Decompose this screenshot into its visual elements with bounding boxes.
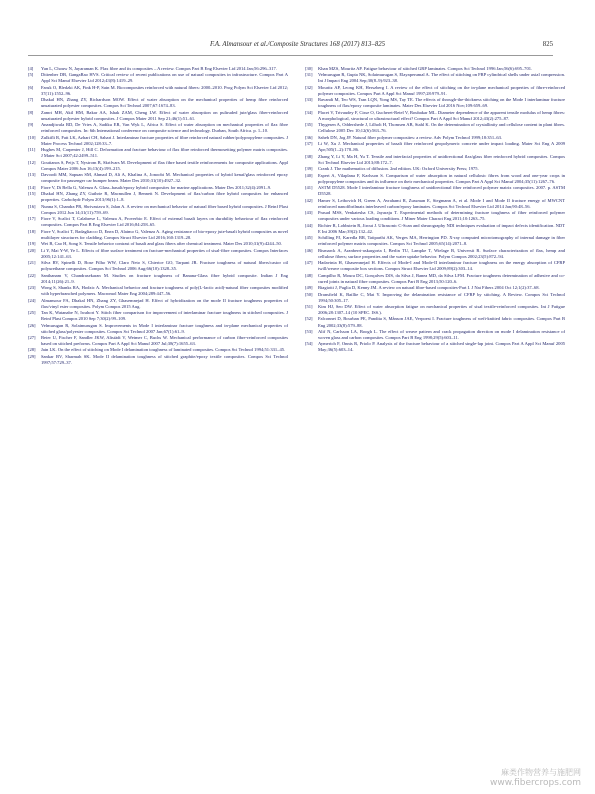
reference-number: [10]	[28, 134, 36, 140]
reference-entry	[28, 335, 288, 347]
reference-text: Prasad MSS, Venkatesha CS, Jayaraju T. Experimental methods of determining fracture toughness of fiber reinforced polymer composites under various loading conditions. J Miner Mater Charact Eng 2011;10:1263–75.	[318, 210, 565, 222]
reference-entry	[305, 185, 565, 197]
reference-entry	[28, 160, 288, 172]
reference-text: Aymerich F, Onnis R, Priolo P. Analysis of the fracture behaviour of a stitched single-lap joint. Compos Part A Appl Sci Manuf 2005 May;36(5):603–14.	[318, 341, 565, 353]
reference-entry	[28, 248, 288, 260]
reference-text: Khan MZS, Mouritz AP. Fatigue behaviour of stitched GRP laminates. Compos Sci Technol 1996 Jan;56(6):695–701.	[318, 66, 533, 71]
reference-entry	[28, 135, 288, 147]
reference-number: [11]	[28, 147, 36, 153]
reference-text: Yan L, Chouw N, Jayaraman K. Flax fibre and its composites – A review. Compos Part B Eng Elsevier Ltd 2014 Jan;56:296–317.	[41, 66, 277, 71]
site-watermark	[490, 768, 581, 788]
reference-number: [33]	[305, 97, 313, 103]
reference-text: Beier U, Fischer F, Sandler JKW, Altstädt V, Weimer C, Buchs W. Mechanical performance of carbon fibre-reinforced composites based on stitched preforms. Compos Part A Appl Sci Manuf 2007 Jul;38(7):1655–63.	[41, 335, 288, 347]
reference-entry	[28, 85, 288, 97]
reference-entry	[305, 292, 565, 304]
reference-entry	[28, 260, 288, 272]
reference-entry	[305, 248, 565, 260]
reference-text: Faruk O, Bledzki AK, Fink H-P, Sain M. Biocomposites reinforced with natural fibers: 2000–2010. Prog Polym Sci Elsevier Ltd 2012; 37(11):1552–96.	[41, 84, 288, 96]
reference-entry	[305, 173, 565, 185]
reference-entry	[305, 72, 565, 84]
reference-number: [31]	[305, 72, 313, 78]
reference-number: [16]	[28, 203, 36, 209]
reference-entry	[28, 72, 288, 84]
reference-number: [36]	[305, 134, 313, 140]
reference-number: [52]	[305, 316, 313, 322]
reference-text: Dransfield K, Baillie C, Mai Y. Improving the delamination resistance of CFRP by stitching. A Review. Compos Sci Technol 1994;50:305–17.	[318, 291, 565, 303]
reference-entry	[305, 329, 565, 341]
reference-text: Fiore V, Scalici T, Calabrese L, Valenza A, Proverbio E. Effect of external basalt layers on durability behaviour of flax reinforced composites. Compos Part B Eng Elsevier Ltd 2016;84:258–65.	[41, 216, 288, 228]
reference-entry	[28, 204, 288, 216]
reference-number: [35]	[305, 122, 313, 128]
running-header	[0, 41, 595, 53]
reference-entry	[305, 66, 565, 72]
reference-entry	[305, 304, 565, 316]
reference-entry	[305, 135, 565, 141]
reference-number: [49]	[305, 285, 313, 291]
reference-number: [4]	[28, 66, 34, 71]
reference-number: [44]	[305, 222, 313, 228]
references-column-left	[28, 66, 288, 366]
reference-text: Goutianos S, Peijs T, Nystrom B, Skrifvars M. Development of flax fibre based textile reinforcements for composite applications. Appl Compos Mater 2006 Jun 16;13(4):199–215.	[41, 159, 288, 171]
reference-text: Schilling PJ, Karedla BR, Tatiparthi AK, Verges MA, Herrington PD. X-ray computed microtomography of internal damage in fiber reinforced polymer matrix composites. Compos Sci Technol 2005;65(14):2071–8.	[318, 235, 565, 247]
reference-text: Sankar BV, Sharmah SK. Mode II delamination toughness of stitched graphite/epoxy textile composites. Compos Sci Technol 1997;57:729–37.	[41, 353, 288, 365]
reference-entry	[28, 310, 288, 322]
reference-number: [21]	[28, 260, 36, 266]
reference-number: [53]	[305, 328, 313, 334]
reference-number: [27]	[28, 335, 36, 340]
reference-entry	[305, 97, 565, 109]
reference-number: [30]	[305, 66, 313, 71]
reference-entry	[305, 141, 565, 153]
reference-text: Zhang Y, Li Y, Ma H, Yu T. Tensile and interfacial properties of unidirectional flax/glass fiber reinforced hybrid composites. Compos Sci Technol Elsevier Ltd 2013;88:172–7.	[318, 153, 565, 165]
reference-entry	[28, 298, 288, 310]
reference-text: Alif N, Carlsson LA, Boogh L. The effect of weave pattern and crack propagation direction on mode I delamination resistance of woven glass and carbon composites. Compos Part B Eng 1998;29(5):603–11.	[318, 328, 565, 340]
reference-text: Campilho R, Moura DC, Gonçalves DJS, da Silva J, Banea MD, da Silva LFM. Fracture toughness determination of adhesive and co-cured joints in natural fibre composites. Compos Part B Eng 2013;50:120–6.	[318, 272, 565, 284]
reference-entry	[28, 347, 288, 353]
reference-entry	[305, 260, 565, 272]
reference-text: Biagiotti J, Puglia D, Kenny JM. A review on natural fibre-based composites-Part I. J Nat Fibers 2004 Oct 12;1(2):37–68.	[318, 285, 540, 291]
reference-entry	[305, 223, 565, 235]
reference-entry	[28, 172, 288, 184]
page-number: 825	[542, 41, 553, 48]
reference-number: [19]	[28, 241, 36, 247]
reference-text: Ravandi M, Teo WS, Tran LQN, Yong MS, Tay TE. The effects of through-the-thickness stitching on the Mode I interlaminar fracture toughness of flax/epoxy composite laminates. Mater Des Elsevier Ltd 2016 Nov;109:659–69.	[318, 97, 565, 109]
reference-entry	[305, 235, 565, 247]
reference-text: Wei B, Cao H, Song S. Tensile behavior contrast of basalt and glass fibers after chemical treatment. Mater Des 2010;31(9):4244–50.	[41, 241, 282, 247]
reference-text: Mouritz AP, Leong KH, Herszberg I. A review of the effect of stitching on the in-plane mechanical properties of fibre-reinforced polymer composites. Compos Part A Appl Sci Manuf 1997;28:979–91.	[318, 84, 565, 96]
reference-number: [46]	[305, 247, 313, 253]
reference-entry	[305, 285, 565, 291]
reference-text: Jain LK. On the effect of stitching on Mode I delamination toughness of laminated composites. Compos Sci Technol 1994;51:331–45.	[41, 347, 286, 353]
reference-entry	[305, 110, 565, 122]
reference-number: [48]	[305, 272, 313, 278]
reference-entry	[28, 66, 288, 72]
reference-entry	[28, 110, 288, 122]
reference-number: [23]	[28, 285, 36, 291]
reference-text: Falconnet D, Bourban PE, Pandita S, Månson JAE, Verpoest I. Fracture toughness of weft-knitted fabric composites. Compos Part B Eng 2002;33(8):579–88.	[318, 316, 565, 328]
reference-text: Santhanam V, Chandrasekaran M. Studies on fracture toughness of Banana-Glass fibre hybrid composite. Indian J Eng 2014;11(26):21–9.	[41, 272, 288, 284]
reference-entry	[305, 154, 565, 166]
reference-text: Hamer S, Leibovich H, Green A, Avrahami R, Zussman E, Siegmann A, et al. Mode I and Mode II fracture energy of MWCNT reinforced nanofibrilmats interleaved carbon/epoxy laminates. Compos Sci Technol Elsevier Ltd 2014 Jan;90:48–56.	[318, 197, 565, 209]
reference-entry	[305, 316, 565, 328]
reference-text: Wong S, Shanks RA, Hodzic A. Mechanical behavior and fracture toughness of poly(L-lactic acid)-natural fiber composites modified with hyperbranched polymers. Macromol Mater Eng 2004;289:447–56.	[41, 285, 288, 297]
reference-text: Richter R, Lobbstein R, Jirout J. Ultrasonic C-Scan and shearography NDI techniques evaluation of impact defects identification. NDT E Int 2006 Mar;39(2):132–42.	[318, 222, 565, 234]
reference-number: [15]	[28, 191, 36, 197]
reference-number: [7]	[28, 97, 34, 103]
reference-entry	[28, 354, 288, 366]
reference-number: [14]	[28, 184, 36, 190]
reference-number: [17]	[28, 216, 36, 222]
reference-entry	[305, 85, 565, 97]
reference-text: Crank J. The mathematics of diffusion. 2nd edition. UK: Oxford University Press; 1975.	[318, 166, 479, 172]
reference-text: Li W, Xu J. Mechanical properties of basalt fiber reinforced geopolymeric concrete under impact loading. Mater Sci Eng A 2009 Apr;505(1–2):178–86.	[318, 141, 565, 153]
reference-text: Fiore V, Scalici T, Badagliacco D, Enea D, Alaimo G, Valenza A. Aging resistance of bio-epoxy jute-basalt hybrid composites as novel multilayer structures for cladding. Compos Struct Elsevier Ltd 2016;160:1319–28.	[41, 228, 288, 240]
reference-text: Hadavinia H, Ghasemnejad H. Effects of Mode-I and Mode-II interlaminar fracture toughness on the energy absorption of CFRP twill/weave composite box sections. Compos Struct Elsevier Ltd 2009;89(2):303–14.	[318, 260, 565, 272]
reference-number: [26]	[28, 322, 36, 328]
reference-entry	[28, 122, 288, 134]
reference-entry	[305, 210, 565, 222]
reference-number: [12]	[28, 159, 36, 165]
reference-entry	[28, 191, 288, 203]
reference-text: Tan K, Watanabe N, Iwahori Y. Stitch fiber comparison for improvement of interlaminar fracture toughness in stitched composites. J Reinf Plast Compos 2010 Sep 7;30(2):99–109.	[41, 310, 288, 322]
reference-text: Davoodi MM, Sapuan SM, Ahmad D, Ali A, Khalina A, Jonoobi M. Mechanical properties of hybrid kenaf/glass reinforced epoxy composite for passenger car bumper beam. Mater Des 2010;31(10):4927–32.	[41, 172, 288, 184]
references-column-right	[305, 66, 565, 354]
reference-entry	[305, 166, 565, 172]
reference-entry	[305, 341, 565, 353]
reference-text: Placet V, Trivaudey F, Cisse O, Gucheret-Retel V, Boubakar ML. Diameter dependence of the apparent tensile modulus of hemp fibres: A morphological, structural or ultrastructural effect? Compos Part A Appl Sci Manuf 2012;43(2):275–87.	[318, 109, 565, 121]
reference-number: [6]	[28, 84, 34, 90]
reference-text: Anandjiwala RD, De Vries A, Sadiku ER, Van Wyk L, Africa S. Effect of water absorption on mechanical properties of flax fibre reinforced composites. In: 6th International conference on composite science and technology. Durban, South Africa. p. 1–10.	[41, 122, 288, 134]
reference-number: [8]	[28, 109, 34, 115]
reference-number: [32]	[305, 84, 313, 90]
reference-entry	[28, 273, 288, 285]
reference-entry	[28, 97, 288, 109]
reference-entry	[28, 185, 288, 191]
reference-number: [45]	[305, 235, 313, 241]
reference-text: Dhakal HN, Zhang ZY, Richardson MOW. Effect of water absorption on the mechanical properties of hemp fibre reinforced unsaturated polyester composites. Compos Sci Technol 2007;67:1674–83.	[41, 97, 288, 109]
reference-text: Zulkifli R, Fatt LK, Azhari CH, Sahari J. Interlaminar fracture properties of fibre reinforced natural rubber/polypropylene composites. J Mater Process Technol 2002;128:33–7.	[41, 134, 288, 146]
reference-entry	[305, 122, 565, 134]
watermark-cn: 麻类作物营养与施肥网	[501, 768, 581, 777]
reference-text: ASTM D5528. Mode I interlaminar fracture toughness of unidirectional fiber reinforced polymer matrix composites. 2007. p. ASTM D5528.	[318, 185, 565, 197]
header-rule	[28, 55, 553, 56]
reference-number: [41]	[305, 185, 313, 191]
reference-text: Hughes M, Carpenter J, Hill C. Deformation and fracture behaviour of flax fibre reinforced thermosetting polymer matrix composites. J Mater Sci 2007;42:2499–511.	[41, 147, 288, 159]
reference-number: [25]	[28, 310, 36, 316]
reference-text: Thygesen A, Oddershede J, Lilholt H, Thomsen AB, Stahl K. On the determination of crystallinity and cellulose content in plant fibres. Cellulose 2005 Dec 10;12(6):563–76.	[318, 122, 565, 134]
reference-number: [47]	[305, 260, 313, 266]
reference-entry	[28, 323, 288, 335]
reference-number: [37]	[305, 141, 313, 147]
reference-text: Velmurugan R, Solaimurugan S. Improvements in Mode I interlaminar fracture toughness and in-plane mechanical properties of stitched glass/polyester composites. Compos Sci Technol 2007 Jan;67(1):61–9.	[41, 322, 288, 334]
reference-number: [28]	[28, 347, 36, 353]
journal-citation: F.A. Almansour et al./Composite Structures 168 (2017) 813–825	[209, 41, 386, 48]
reference-entry	[28, 241, 288, 247]
reference-number: [13]	[28, 172, 36, 178]
reference-text: Zamri MH, Akil HM, Bakar AA, Ishak ZAM, Cheng LW. Effect of water absorption on pultruded jute/glass fiber-reinforced unsaturated polyester hybrid composites. J Compos Mater 2011 Sep 21;46(1):51–61.	[41, 109, 288, 121]
reference-text: Bismarck A, Aranberri-askargorta I, Berlin TU, Lampke T, Wielage B, Universit R. Surface characterization of flax, hemp and cellulose fibers; surface properties and the water uptake behavior. Polym Compos 2002;23(5):872–94.	[318, 247, 565, 259]
reference-text: Li Y, Mai Y-W, Ye L. Effects of fibre surface treatment on fracture-mechanical properties of sisal-fibre composites. Compos Interfaces 2005;12:141–63.	[41, 247, 288, 259]
reference-entry	[28, 147, 288, 159]
reference-number: [54]	[305, 341, 313, 347]
reference-entry	[28, 229, 288, 241]
reference-entry	[305, 198, 565, 210]
reference-number: [50]	[305, 291, 313, 297]
reference-entry	[28, 285, 288, 297]
reference-number: [42]	[305, 197, 313, 203]
reference-text: Almansour FA, Dhakal HN, Zhang ZY, Ghasemnejad H. Effect of hybridization on the mode II fracture toughness properties of flax/vinyl ester composites. Polym Compos 2015 Aug.	[41, 297, 288, 309]
reference-number: [38]	[305, 153, 313, 159]
reference-number: [20]	[28, 247, 36, 253]
reference-number: [24]	[28, 297, 36, 303]
reference-number: [29]	[28, 353, 36, 359]
reference-number: [34]	[305, 109, 313, 115]
reference-text: Espert A, Vilaplana F, Karlsson S. Comparison of water absorption in natural cellulosic fibres from wood and one-year crops in polypropylene composites and its influence on their mechanical properties. Compos Part A Appl Sci Manuf 2004;35(11):1267–76.	[318, 172, 565, 184]
reference-number: [5]	[28, 72, 34, 78]
reference-text: Kim HJ, Seo DW. Effect of water absorption fatigue on mechanical properties of sisal textile-reinforced composites. Int J Fatigue 2006;28:1307–14 (10 SPEC. ISS.).	[318, 303, 565, 316]
reference-number: [22]	[28, 272, 36, 278]
reference-text: Dhakal HN, Zhang ZY, Guthrie R, Macmullen J, Bennett N. Development of flax/carbon fibre hybrid composites for enhanced properties. Carbohydr Polym 2013;96(1):1–8.	[41, 191, 288, 203]
watermark-url: www.fibercrops.com	[490, 778, 581, 788]
reference-text: Dittenber DB, GangaRao HVS. Critical review of recent publications on use of natural composites in infrastructure. Compos Part A Appl Sci Manuf Elsevier Ltd 2012;43(8):1419–29.	[41, 72, 288, 84]
reference-entry	[28, 216, 288, 228]
reference-number: [43]	[305, 210, 313, 216]
reference-text: Velmurugan R, Gupta NK, Solaimurugan S, Elayaperumal A. The effect of stitching on FRP cylindrical shells under axial compression. Int J Impact Eng 2004 Sep;30(8–9):923–38.	[318, 72, 565, 84]
reference-text: Silva RV, Spinelli D, Bose Filho WW, Claro Neto S, Chierice GO, Tarpani JR. Fracture toughness of natural fibers/castor oil polyurethane composites. Compos Sci Technol 2006 Aug;66(10):1328–35.	[41, 260, 288, 272]
reference-number: [40]	[305, 172, 313, 178]
reference-number: [39]	[305, 166, 313, 172]
reference-number: [18]	[28, 228, 36, 234]
reference-text: Fiore V, Di Bella G, Valenza A. Glass–basalt/epoxy hybrid composites for marine applications. Mater Des 2011;32(4):2091–9.	[41, 184, 272, 190]
reference-text: Nunna S, Chandra PR, Shrivastava S, Jalan A. A review on mechanical behavior of natural fiber based hybrid composites. J Reinf Plast Compos 2012 Jun 14;31(11):759–69.	[41, 203, 288, 215]
reference-text: Saheb DN, Jog JP. Natural fiber polymer composites: a review. Adv Polym Technol 1999;18:351–63.	[318, 134, 503, 140]
reference-number: [9]	[28, 122, 34, 128]
reference-entry	[305, 273, 565, 285]
reference-number: [51]	[305, 303, 313, 309]
